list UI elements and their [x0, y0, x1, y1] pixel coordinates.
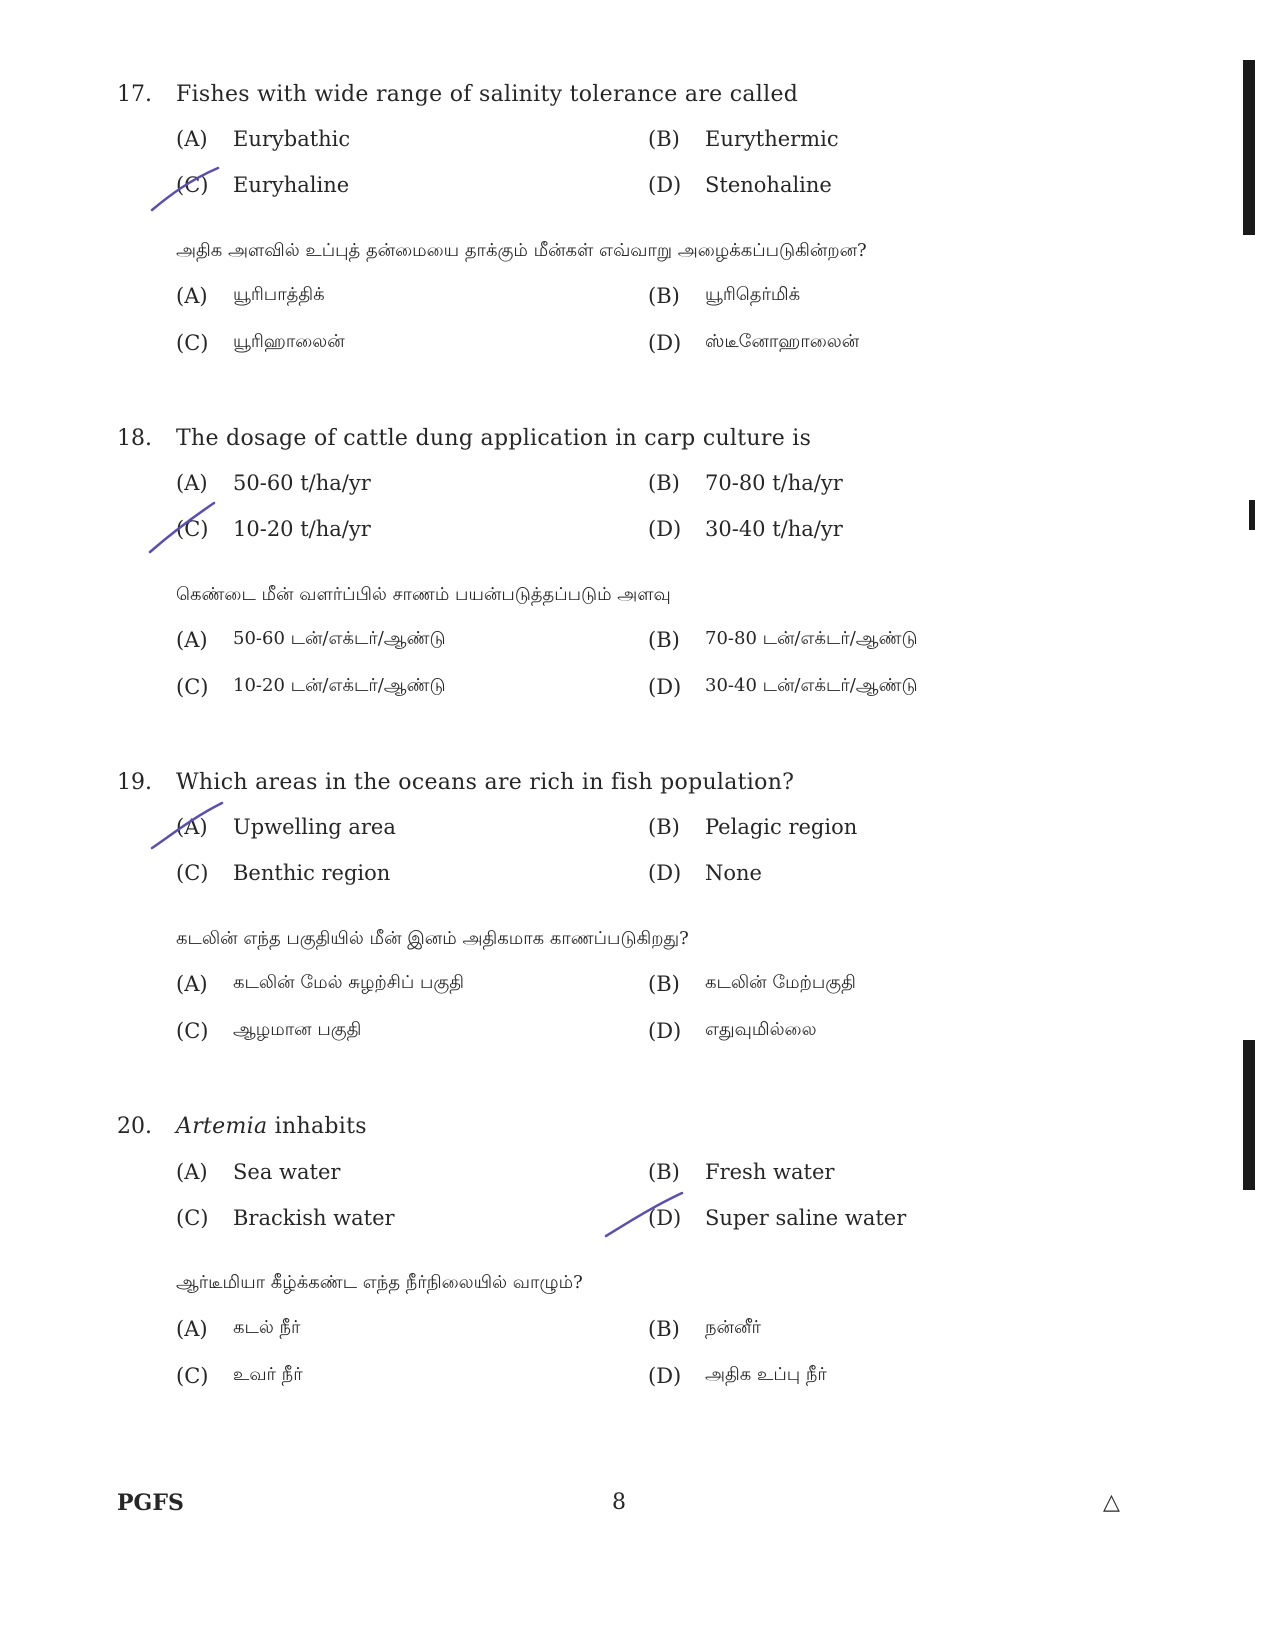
option-label: (A)	[176, 1317, 208, 1341]
option-text: Super saline water	[705, 1206, 907, 1230]
option-label: (A)	[176, 1160, 208, 1184]
question-text-tamil: ஆர்டீமியா கீழ்க்கண்ட எந்த நீர்நிலையில் வாழும்?	[176, 1272, 583, 1293]
option-label: (A)	[176, 471, 208, 495]
option-label: (A)	[176, 815, 208, 839]
scan-edge-mark	[1243, 1040, 1255, 1190]
option-label: (B)	[648, 972, 680, 996]
pen-tick-mark	[148, 500, 218, 555]
question-text-english: Which areas in the oceans are rich in fish population?	[176, 770, 795, 795]
question-text-tamil: அதிக அளவில் உப்புத் தன்மையை தாக்கும் மீன்கள் எவ்வாறு அழைக்கப்படுகின்றன?	[176, 240, 867, 261]
option-label: (C)	[176, 861, 209, 885]
option-label: (B)	[648, 815, 680, 839]
option-text: 30-40 t/ha/yr	[705, 517, 843, 541]
option-label: (C)	[176, 173, 209, 197]
option-label: (C)	[176, 1019, 209, 1043]
option-label: (D)	[648, 1364, 682, 1388]
option-text: Sea water	[233, 1160, 341, 1184]
pen-tick-mark	[150, 800, 225, 852]
option-label: (B)	[648, 127, 680, 151]
pen-tick-mark	[150, 165, 220, 215]
option-label: (C)	[176, 1206, 209, 1230]
option-label: (B)	[648, 471, 680, 495]
option-label: (A)	[176, 127, 208, 151]
option-text: கடலின் மேல் சுழற்சிப் பகுதி	[233, 972, 465, 993]
option-text: எதுவுமில்லை	[705, 1019, 817, 1040]
option-label: (D)	[648, 861, 682, 885]
option-label: (D)	[648, 1206, 682, 1230]
option-text: None	[705, 861, 762, 885]
option-text: 30-40 டன்/எக்டர்/ஆண்டு	[705, 675, 918, 696]
option-text: Eurythermic	[705, 127, 839, 151]
option-text: 70-80 டன்/எக்டர்/ஆண்டு	[705, 628, 918, 649]
species-name: Artemia	[176, 1114, 268, 1139]
question-text-english: Fishes with wide range of salinity tolerance are called	[176, 82, 799, 107]
option-label: (B)	[648, 1160, 680, 1184]
option-label: (C)	[176, 517, 209, 541]
option-text: Pelagic region	[705, 815, 858, 839]
option-text: 10-20 டன்/எக்டர்/ஆண்டு	[233, 675, 446, 696]
question-number: 19.	[117, 770, 152, 795]
option-text: Benthic region	[233, 861, 391, 885]
option-text: Fresh water	[705, 1160, 835, 1184]
option-text: ஸ்டீனோஹாலைன்	[705, 331, 860, 352]
question-text-rest: inhabits	[267, 1114, 367, 1139]
option-label: (C)	[176, 331, 209, 355]
option-text: Upwelling area	[233, 815, 396, 839]
option-label: (A)	[176, 972, 208, 996]
option-label: (D)	[648, 1019, 682, 1043]
paper-code: PGFS	[117, 1490, 184, 1516]
option-label: (A)	[176, 284, 208, 308]
option-text: யூரிபாத்திக்	[233, 284, 325, 305]
scan-edge-mark	[1243, 60, 1255, 235]
option-text: கடல் நீர்	[233, 1317, 301, 1338]
option-text: Stenohaline	[705, 173, 832, 197]
option-label: (C)	[176, 1364, 209, 1388]
option-text: கடலின் மேற்பகுதி	[705, 972, 856, 993]
option-text: யூரிஹாலைன்	[233, 331, 345, 352]
option-label: (D)	[648, 517, 682, 541]
question-number: 17.	[117, 82, 152, 107]
question-text-tamil: கெண்டை மீன் வளர்ப்பில் சாணம் பயன்படுத்தப்படும் அளவு	[176, 584, 671, 605]
question-number: 20.	[117, 1114, 152, 1139]
option-label: (C)	[176, 675, 209, 699]
question-text-english: The dosage of cattle dung application in carp culture is	[176, 426, 812, 451]
option-text: உவர் நீர்	[233, 1364, 303, 1385]
option-text: நன்னீர்	[705, 1317, 761, 1338]
triangle-icon: △	[1103, 1490, 1120, 1515]
question-text-english	[176, 1114, 367, 1139]
option-text: 50-60 டன்/எக்டர்/ஆண்டு	[233, 628, 446, 649]
page-number: 8	[612, 1490, 626, 1515]
option-text: Euryhaline	[233, 173, 350, 197]
pen-tick-mark	[604, 1190, 684, 1240]
option-text: ஆழமான பகுதி	[233, 1019, 362, 1040]
option-label: (B)	[648, 284, 680, 308]
option-text: Brackish water	[233, 1206, 395, 1230]
option-text: 10-20 t/ha/yr	[233, 517, 371, 541]
option-text: 70-80 t/ha/yr	[705, 471, 843, 495]
option-label: (D)	[648, 173, 682, 197]
option-text: Eurybathic	[233, 127, 351, 151]
option-text: அதிக உப்பு நீர்	[705, 1364, 827, 1385]
option-label: (B)	[648, 1317, 680, 1341]
question-text-tamil: கடலின் எந்த பகுதியில் மீன் இனம் அதிகமாக காணப்படுகிறது?	[176, 928, 689, 949]
option-label: (D)	[648, 331, 682, 355]
option-text: யூரிதெர்மிக்	[705, 284, 801, 305]
scan-edge-mark	[1249, 500, 1255, 530]
question-number: 18.	[117, 426, 152, 451]
option-label: (D)	[648, 675, 682, 699]
option-label: (B)	[648, 628, 680, 652]
option-label: (A)	[176, 628, 208, 652]
option-text: 50-60 t/ha/yr	[233, 471, 371, 495]
